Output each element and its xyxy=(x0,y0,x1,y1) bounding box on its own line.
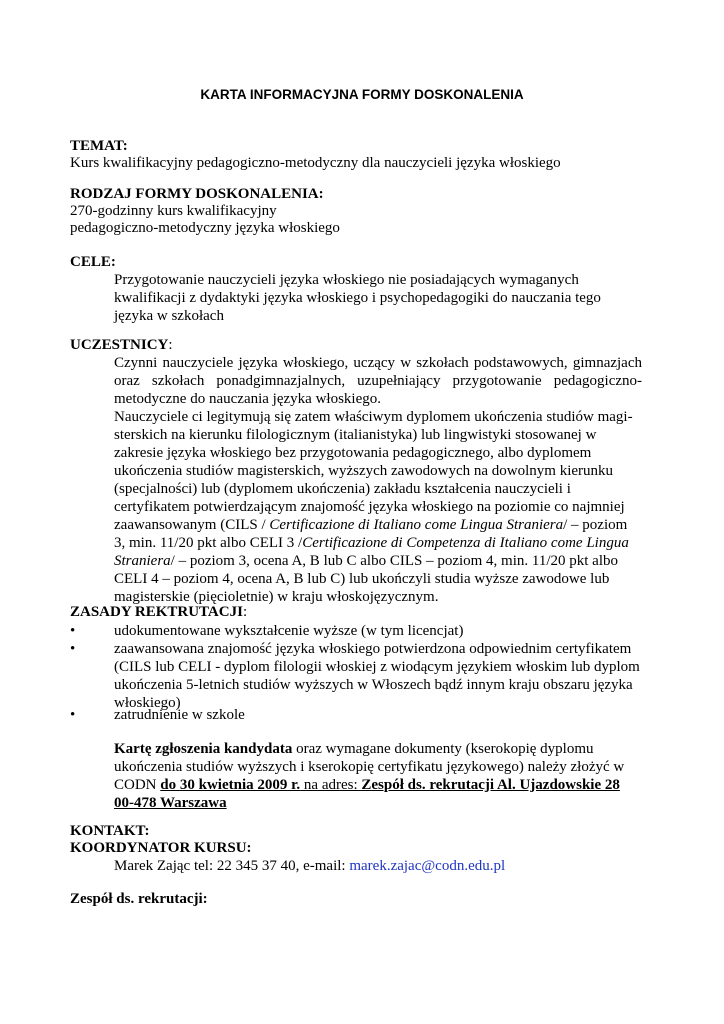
koordynator-text: Marek Zając tel: 22 345 37 40, e-mail: xyxy=(114,858,350,874)
note-bold: Kartę zgłoszenia kandydata xyxy=(114,741,293,757)
temat-section xyxy=(70,138,650,172)
uczestnicy-p2-text-c: / – poziom 3, min. 11/20 pkt albo CELI 3 / xyxy=(114,517,628,551)
rodzaj-heading: RODZAJ FORMY DOSKONALENIA: xyxy=(70,186,324,202)
zasady-item-3: zatrudnienie w szkole xyxy=(114,707,245,723)
uczestnicy-p2-text-e: / – poziom 3, ocena A, B lub C albo CILS – poziom 4, min. 11/20 pkt albo CELI 4 – poziom 4, ocena A, B lub C) lub ukończyli studia wyższe zawodowe lub magisterskie (pięcioletnie) w kraju włoskojęzycznym. xyxy=(114,553,618,605)
zasady-item-1: udokumentowane wykształcenie wyższe (w tym licencjat) xyxy=(114,623,464,639)
temat-text: Kurs kwalifikacyjny pedagogiczno-metodyczny dla nauczycieli języka włoskiego xyxy=(70,155,561,171)
kontakt-section xyxy=(70,823,650,857)
bullet-1: • xyxy=(70,623,76,639)
uczestnicy-heading xyxy=(70,337,650,354)
uczestnicy-p1: Czynni nauczyciele języka włoskiego, uczący w szkołach podstawowych, gimnazjach oraz szkołach ponadgimnazjalnych, uzupełniający przygotowanie pedagogiczno-metodyczne do nauczania języka włoskiego. xyxy=(114,355,642,407)
rodzaj-line2: pedagogiczno-metodyczny języka włoskiego xyxy=(70,220,340,236)
cele-text: Przygotowanie nauczycieli języka włoskiego nie posiadających wymaganych kwalifikacji z dydaktyki języka włoskiego i psychopedagogiki do nauczania tego języka w szkołach xyxy=(114,272,601,324)
zespol-heading xyxy=(70,891,650,908)
zasady-note xyxy=(114,740,638,812)
note-address: Zespół ds. rekrutacji Al. Ujazdowskie 28 00-478 Warszawa xyxy=(114,777,620,811)
zasady-colon: : xyxy=(242,604,248,620)
uczestnicy-p2 xyxy=(114,408,642,606)
note-text: oraz wymagane dokumenty (kserokopię dyplomu ukończenia studiów wyższych i kserokopię certyfikatu językowego) należy złożyć w CODN xyxy=(114,741,625,793)
cele-heading-text: CELE: xyxy=(70,254,116,270)
koordynator-heading: KOORDYNATOR KURSU: xyxy=(70,840,252,856)
koordynator-line xyxy=(114,857,644,875)
zasady-heading-text: ZASADY REKTRUTACJI xyxy=(70,604,243,620)
temat-heading: TEMAT: xyxy=(70,138,128,154)
uczestnicy-cils-italic: Certificazione di Italiano come Lingua Straniera xyxy=(269,517,564,533)
zespol-heading-text: Zespół ds. rekrutacji: xyxy=(70,891,208,907)
page-title: KARTA INFORMACYJNA FORMY DOSKONALENIA xyxy=(200,87,524,102)
email-link[interactable]: marek.zajac@codn.edu.pl xyxy=(349,858,506,874)
note-text2: na adres: xyxy=(300,777,362,793)
uczestnicy-heading-text: UCZESTNICY xyxy=(70,337,169,353)
zasady-item-2: zaawansowana znajomość języka włoskiego potwierdzona odpowiednim certyfikatem (CILS lub CELI - dyplom filologii włoskiej z wiodącym językiem włoskim lub dyplom ukończenia 5-letnich studiów wyższych w Włoszech bądź innym kraju obszaru języka włoskiego) xyxy=(114,641,640,711)
cele-heading xyxy=(70,254,650,271)
bullet-3: • xyxy=(70,707,76,723)
bullet-2: • xyxy=(70,641,76,657)
rodzaj-section xyxy=(70,186,650,237)
zasady-heading xyxy=(70,604,650,621)
kontakt-heading: KONTAKT: xyxy=(70,823,150,839)
uczestnicy-colon: : xyxy=(168,337,173,353)
uczestnicy-celi-italic: Certificazione di Competenza di Italiano come Lingua Straniera xyxy=(114,535,629,569)
rodzaj-line1: 270-godzinny kurs kwalifikacyjny xyxy=(70,203,277,219)
uczestnicy-p2-text-a: Nauczyciele ci legitymują się zatem właściwym dyplomem ukończenia studiów magi-sterskich na kierunku filologicznym (italianistyka) lub lingwistyki stosowanej w zakresie języka włoskiego bez przygotowania pedagogicznego, albo dyplomem ukończenia studiów magisterskich, wyższych zawodowych na dowolnym kierunku (specjalności) lub (dyplomem ukończenia) zakładu kształcenia nauczycieli i certyfikatem potwierdzającym znajomość języka włoskiego na poziomie co najmniej zaawansowanym (CILS / xyxy=(114,409,633,533)
note-date: do 30 kwietnia 2009 r. xyxy=(160,777,301,793)
